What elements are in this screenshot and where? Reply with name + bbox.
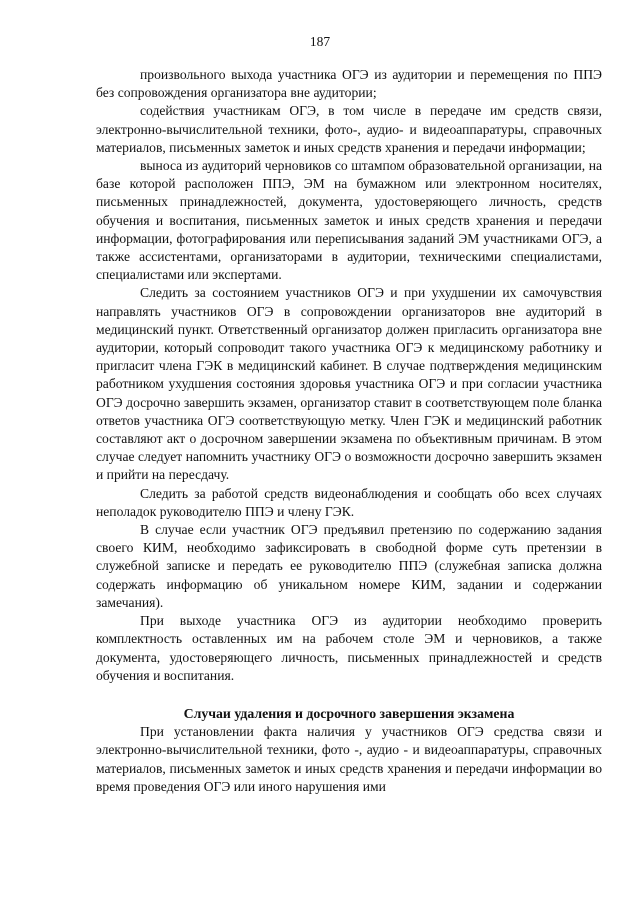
page-content: [96, 66, 602, 796]
paragraph-assistance: содействия участникам ОГЭ, в том числе в передаче им средств связи, электронно-вычислительной техники, фото-, аудио- и видеоаппаратуры, справочных материалов, письменных заметок и иных средств хранения и передачи информации;: [96, 103, 602, 155]
paragraph-exit-check: При выходе участника ОГЭ из аудитории необходимо проверить комплектность оставленных им на рабочем столе ЭМ и черновиков, а также документа, удостоверяющего личность, письменных принадлежностей и средств обучения и воспитания.: [96, 613, 602, 683]
paragraphs-after: [96, 723, 602, 796]
page-number: 187: [309, 34, 331, 49]
paragraph-kim-claim: В случае если участник ОГЭ предъявил претензию по содержанию задания своего КИМ, необходимо зафиксировать в свободной форме суть претензии в служебной записке и передать ее руководителю ППЭ (служебная записка должна содержать информацию об уникальном номере КИМ, задании и содержании замечания).: [96, 522, 602, 610]
paragraph-exit-without-escort: произвольного выхода участника ОГЭ из аудитории и перемещения по ППЭ без сопровождения организатора вне аудитории;: [96, 67, 602, 101]
paragraph-violation-detected: При установлении факта наличия у участников ОГЭ средства связи и электронно-вычислительной техники, фото -, аудио - и видеоаппаратуры, справочных материалов, письменных заметок и иных средств хранения и передачи информации во время проведения ОГЭ или иного нарушения ими: [96, 724, 602, 794]
paragraph-health-monitoring: Следить за состоянием участников ОГЭ и при ухудшении их самочувствия направлять участников ОГЭ в сопровождении организаторов вне аудиторий в медицинский пункт. Ответственный организатор должен пригласить организатора вне аудитории, который сопроводит такого участника ОГЭ к медицинскому работнику и пригласит члена ГЭК в медицинский кабинет. В случае подтверждения медицинским работником ухудшения состояния здоровья участника ОГЭ и при согласии участника ОГЭ досрочно завершить экзамен, организатор ставит в соответствующем поле бланка ответов участника ОГЭ соответствующую метку. Член ГЭК и медицинский работник составляют акт о досрочном завершении экзамена по объективным причинам. В этом случае следует напомнить участнику ОГЭ о возможности досрочно завершить экзамен и прийти на пересдачу.: [96, 285, 602, 483]
section-heading: Случаи удаления и досрочного завершения экзамена: [183, 705, 515, 721]
paragraphs-before: [96, 66, 602, 685]
paragraph-removal-of-materials: выноса из аудиторий черновиков со штампом образовательной организации, на базе которой расположен ППЭ, ЭМ на бумажном или электронном носителях, письменных принадлежностей, документа, удостоверяющего личность, средств обучения и воспитания, письменных заметок и иных средств хранения и передачи информации, фотографирования или переписывания заданий ЭМ участниками ОГЭ, а также ассистентами, организаторами в аудитории, техническими специалистами, специалистами или экспертами.: [96, 158, 602, 283]
paragraph-video-surveillance: Следить за работой средств видеонаблюдения и сообщать обо всех случаях неполадок руководителю ППЭ и члену ГЭК.: [96, 485, 602, 519]
